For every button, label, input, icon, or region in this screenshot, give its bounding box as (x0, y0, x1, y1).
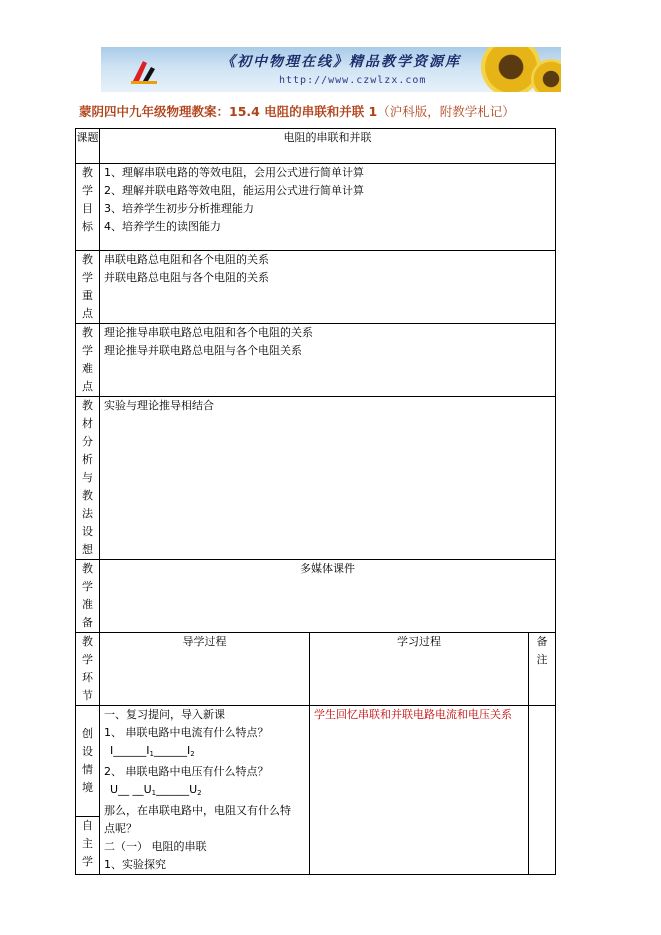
difficulty-item: 理论推导并联电路总电阻与各个电阻关系 (104, 344, 302, 357)
site-banner (101, 47, 561, 92)
difficulty-item: 理论推导串联电路总电阻和各个电阻的关系 (104, 326, 313, 339)
document-title-sub: （沪科版，附教学札记） (377, 104, 515, 119)
guide-line: 那么，在串联电路中，电阻又有什么特 (104, 804, 291, 817)
key-list (100, 251, 556, 324)
site-logo-icon (129, 57, 159, 85)
formula-symbol: U (143, 783, 152, 796)
goals-label (76, 164, 100, 251)
voltage-formula: U__ __U1______U2 (110, 783, 202, 797)
formula-symbol: I (146, 744, 150, 757)
key-label (76, 251, 100, 324)
formula-symbol: U (110, 783, 119, 796)
goal-item: 3、培养学生初步分析推理能力 (104, 202, 254, 215)
lesson-plan-table (75, 128, 556, 875)
key-item: 并联电路总电阻与各个电阻的关系 (104, 271, 269, 284)
analysis-value: 实验与理论推导相结合 (100, 397, 556, 560)
stage-row (76, 633, 556, 706)
guide-line: 点呢？ (104, 822, 137, 835)
guide-line: 二（一） 电阻的串联 (104, 840, 207, 853)
analysis-label (76, 397, 100, 560)
create-context-label (76, 706, 100, 817)
difficulty-row (76, 324, 556, 397)
goals-list (100, 164, 556, 251)
difficulty-label-text: 教学难点 (82, 326, 93, 393)
difficulty-list (100, 324, 556, 397)
prep-value: 多媒体课件 (100, 560, 556, 633)
document-title-main: 蒙阴四中九年级物理教案：15.4 电阻的串联和并联 1 (79, 104, 378, 119)
goal-item: 1、理解串联电路的等效电阻，会用公式进行简单计算 (104, 166, 364, 179)
goals-row (76, 164, 556, 251)
self-study-label-text: 自主学 (82, 819, 93, 869)
learn-process-header: 学习过程 (310, 633, 529, 706)
current-formula: I______I1______I2 (110, 744, 195, 758)
formula-symbol: I (186, 744, 191, 757)
guide-line: 2、 串联电路中电压有什么特点？ (104, 765, 269, 778)
remarks-cell (529, 706, 556, 875)
formula-subscript: 1 (151, 789, 157, 797)
topic-value: 电阻的串联和并联 (100, 129, 556, 164)
topic-row (76, 129, 556, 164)
remarks-header-text: 备注 (536, 635, 548, 666)
guide-process-cell (100, 706, 310, 875)
banner-title: 《初中物理在线》精品教学资源库 (221, 54, 461, 70)
goal-item: 2、理解并联电路等效电阻，能运用公式进行简单计算 (104, 184, 364, 197)
document-title (79, 102, 515, 120)
goal-item: 4、培养学生的读图能力 (104, 220, 221, 233)
formula-subscript: 2 (197, 789, 202, 797)
banner-url: http://www.czwlzx.com (279, 75, 427, 86)
analysis-label-text: 教材分析与教法设想 (82, 399, 93, 556)
difficulty-label (76, 324, 100, 397)
stage-label-text: 教学环节 (82, 635, 93, 702)
prep-label-text: 教学准备 (82, 562, 93, 629)
remarks-header (529, 633, 556, 706)
formula-symbol: I (110, 744, 114, 757)
create-context-label-text: 创设情境 (82, 727, 93, 795)
create-context-row (76, 706, 556, 817)
key-row (76, 251, 556, 324)
prep-label (76, 560, 100, 633)
topic-label-text: 课题 (76, 131, 99, 144)
analysis-row (76, 397, 556, 560)
guide-process-header: 导学过程 (100, 633, 310, 706)
self-study-label (76, 817, 100, 875)
prep-row (76, 560, 556, 633)
goals-label-text: 教学目标 (82, 166, 93, 233)
key-label-text: 教学重点 (82, 253, 93, 320)
formula-subscript: 2 (190, 750, 195, 758)
key-item: 串联电路总电阻和各个电阻的关系 (104, 253, 269, 266)
guide-line: 1、实验探究 (104, 858, 166, 871)
stage-label (76, 633, 100, 706)
guide-line: 1、 串联电路中电流有什么特点？ (104, 726, 269, 739)
student-activity-cell: 学生回忆串联和并联电路电流和电压关系 (310, 706, 529, 875)
topic-label (76, 129, 100, 164)
guide-line: 一、复习提问，导入新课 (104, 708, 225, 721)
formula-subscript: 1 (149, 750, 154, 758)
formula-symbol: U (189, 783, 198, 796)
